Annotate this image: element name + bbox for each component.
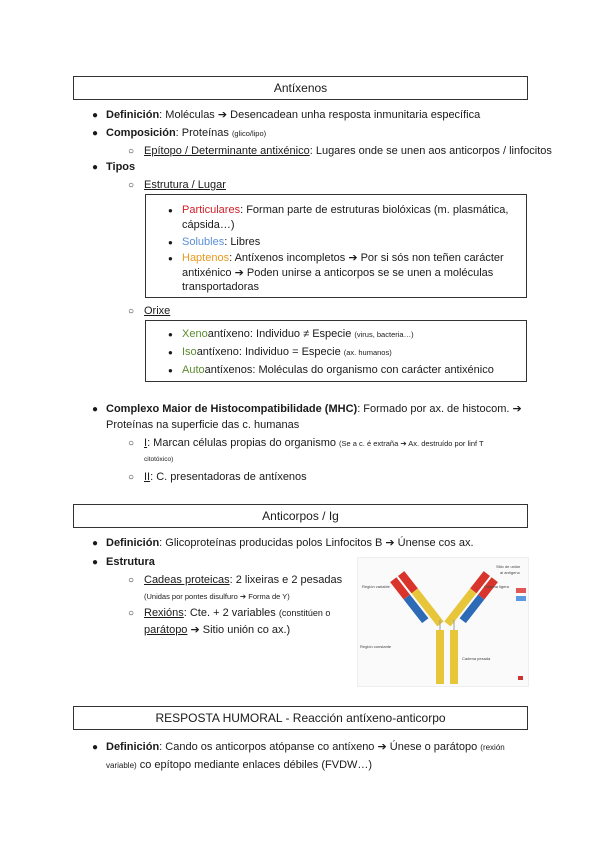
- term-prefix: Iso: [182, 346, 197, 358]
- item-auto: [168, 363, 494, 378]
- list-item-mhc-ii: [128, 470, 307, 485]
- term-note: (constitúen o: [278, 608, 331, 618]
- term-label: Particulares: [182, 204, 241, 216]
- term-note: (ax. humanos): [343, 348, 392, 357]
- term-label: I: [144, 437, 148, 449]
- term-label: Cadeas proteicas: [144, 574, 230, 586]
- term-note: (virus, bacteria…): [354, 330, 414, 339]
- bullet-icon: ●: [92, 538, 99, 549]
- term-note: variable): [106, 761, 137, 770]
- antibody-figure: [357, 557, 529, 687]
- term-note: (Unidas por pontes disulfuro ➔ Forma de Y): [144, 592, 290, 601]
- list-item-orixe: [128, 304, 170, 319]
- item-iso: [168, 345, 392, 360]
- circle-bullet-icon: ○: [128, 575, 135, 586]
- bullet-icon: ●: [92, 162, 99, 173]
- term-text: : Formado por ax. de histocom. ➔: [357, 403, 522, 415]
- term-prefix: Xeno: [182, 328, 208, 340]
- term-text: : Proteínas: [175, 127, 232, 139]
- term-label: Definición: [106, 109, 160, 121]
- section-title-anticorpos: [73, 504, 528, 528]
- item-haptenos: [168, 251, 504, 266]
- logo-mark: [518, 676, 523, 680]
- term-text-cont: Proteínas na superficie das c. humanas: [106, 419, 300, 431]
- antigen-mark-red: [516, 588, 526, 593]
- term-text: : Marcan células propias do organismo: [147, 437, 340, 449]
- section-title-resposta-humoral: [73, 706, 528, 730]
- term-note: (glico/lipo): [231, 129, 267, 138]
- list-item-tipos: [92, 160, 135, 175]
- term-text: co epítopo mediante enlaces débiles (FVDW…): [136, 759, 373, 771]
- bullet-icon: ●: [168, 254, 173, 263]
- term-label: Orixe: [144, 305, 171, 317]
- term-note: (Se a c. é extraña ➔ Ax. destruído por linf T: [339, 439, 484, 448]
- section-title-text: Anticorpos / Ig: [262, 509, 339, 523]
- list-item-paratopo: [144, 623, 290, 638]
- term-label: parátopo: [144, 624, 188, 636]
- bullet-icon: ●: [168, 330, 173, 339]
- term-label: Estrutura: [106, 556, 155, 568]
- list-item-estrutura-lugar: [128, 178, 226, 193]
- bullet-icon: ●: [92, 404, 99, 415]
- term-label: Haptenos: [182, 252, 230, 264]
- term-label: II: [144, 471, 151, 483]
- term-text-cont: cápsida…): [182, 219, 235, 231]
- item-particulares: [168, 203, 508, 218]
- bullet-icon: ●: [168, 348, 173, 357]
- circle-bullet-icon: ○: [128, 608, 135, 619]
- antibody-diagram: [358, 558, 530, 688]
- term-text: : 2 lixeiras e 2 pesadas: [229, 574, 343, 586]
- circle-bullet-icon: ○: [128, 146, 135, 157]
- bullet-icon: ●: [168, 366, 173, 375]
- list-item-composicion: [92, 126, 266, 141]
- list-item-definicion-resposta-cont: [106, 758, 372, 773]
- list-item-epitopo: [128, 144, 552, 159]
- term-text: antíxenos: Moléculas do organismo con carácter antixénico: [204, 364, 494, 376]
- section-title-text: Antíxenos: [273, 81, 328, 95]
- figure-label-constant-region: Región constante: [360, 644, 392, 649]
- term-label: Complexo Maior de Histocompatibilidade (MHC): [106, 403, 358, 415]
- heavy-chain-stem-left: [436, 630, 444, 684]
- box-orixe: [145, 320, 527, 382]
- term-text: antíxeno: Individuo ≠ Especie: [207, 328, 355, 340]
- term-label: Composición: [106, 127, 176, 139]
- list-item-definicion: [92, 108, 480, 123]
- list-item-mhc: [92, 402, 522, 417]
- term-text: : Forman parte de estruturas biolóxicas (m. plasmática,: [240, 204, 509, 216]
- circle-bullet-icon: ○: [128, 438, 135, 449]
- term-prefix: Auto: [182, 364, 205, 376]
- heavy-chain-stem-right: [450, 630, 458, 684]
- list-item-cadeas: [128, 573, 342, 588]
- term-label: Estrutura / Lugar: [144, 179, 226, 191]
- term-text: : Cte. + 2 variables: [183, 607, 279, 619]
- antigen-mark-blue: [516, 596, 526, 601]
- figure-label-variable-region: Región variable: [362, 584, 390, 589]
- figure-label-light-chain: Cadena ligera: [484, 584, 509, 589]
- bullet-icon: ●: [92, 557, 99, 568]
- term-label: Epítopo / Determinante antixénico: [144, 145, 310, 157]
- bullet-icon: ●: [168, 238, 173, 247]
- section-title-text: RESPOSTA HUMORAL - Reacción antíxeno-anticorpo: [155, 711, 446, 725]
- term-text: : C. presentadoras de antíxenos: [150, 471, 307, 483]
- list-item-mhc-i: [128, 436, 484, 451]
- term-label: Rexións: [144, 607, 184, 619]
- term-label: Definición: [106, 537, 160, 549]
- term-label: Solubles: [182, 236, 225, 248]
- circle-bullet-icon: ○: [128, 180, 135, 191]
- bullet-icon: ●: [92, 742, 99, 753]
- box-estrutura: [145, 194, 527, 298]
- term-label: Definición: [106, 741, 160, 753]
- term-label: Tipos: [106, 161, 136, 173]
- item-xeno: [168, 327, 414, 342]
- term-note-cont: citotóxico): [144, 456, 174, 463]
- circle-bullet-icon: ○: [128, 472, 135, 483]
- list-item-definicion-ig: [92, 536, 474, 551]
- item-solubles: [168, 235, 260, 250]
- bullet-icon: ●: [92, 128, 99, 139]
- section-title-antixenos: [73, 76, 528, 100]
- term-text: : Moléculas ➔ Desencadean unha resposta inmunitaria específica: [159, 109, 481, 121]
- bullet-icon: ●: [168, 206, 173, 215]
- list-item-rexions: [128, 606, 330, 621]
- term-text: : Cando os anticorpos atópanse co antíxeno ➔ Únese o parátopo: [159, 741, 481, 753]
- term-text-cont: antixénico ➔ Poden unirse a anticorpos se se unen a moléculas: [182, 267, 494, 279]
- term-note: (rexión: [480, 743, 505, 752]
- bullet-icon: ●: [92, 110, 99, 121]
- term-text: : Libres: [224, 236, 261, 248]
- circle-bullet-icon: ○: [128, 306, 135, 317]
- list-item-estrutura: [92, 555, 155, 570]
- figure-label-binding-site: Sitio de unión: [496, 564, 521, 569]
- term-text-cont: transportadoras: [182, 281, 260, 293]
- term-text: ➔ Sitio unión co ax.): [187, 624, 291, 636]
- figure-label-binding-site-2: al antígeno: [500, 570, 520, 575]
- term-text: : Antíxenos incompletos ➔ Por si sós non teñen carácter: [229, 252, 504, 264]
- term-text: : Lugares onde se unen aos anticorpos / linfocitos: [309, 145, 552, 157]
- list-item-definicion-resposta: [92, 740, 505, 755]
- figure-label-heavy-chain: Cadena pesada: [462, 656, 491, 661]
- term-text: antíxeno: Individuo = Especie: [196, 346, 344, 358]
- term-text: : Glicoproteínas producidas polos Linfocitos B ➔ Únense cos ax.: [159, 537, 474, 549]
